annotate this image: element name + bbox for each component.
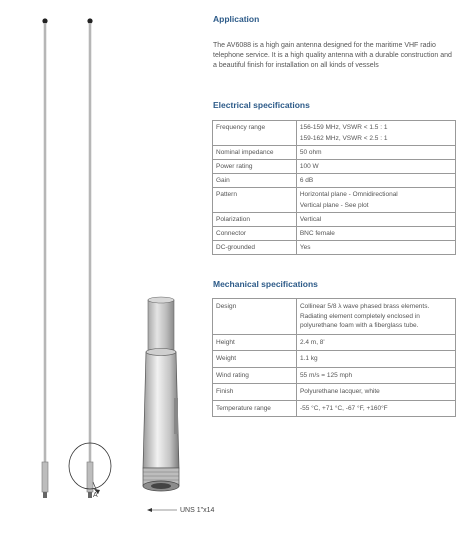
spec-label: Connector xyxy=(213,227,297,241)
spec-value: 100 W xyxy=(296,160,455,174)
application-text: The AV6088 is a high gain antenna designed for the maritime VHF radio telephone service. It is a high quality antenna with a durable construction and a beautiful finish for installation on all kinds of vessels xyxy=(213,42,452,69)
detail-label: A xyxy=(93,492,98,499)
spec-label: Finish xyxy=(213,384,297,401)
spec-row xyxy=(213,174,456,188)
spec-value: Collinear 5/8 λ wave phased brass elements. Radiating element completely enclosed in polyurethane foam with a fiberglass tube. xyxy=(296,299,455,335)
spec-row xyxy=(213,121,456,146)
spec-label: Polarization xyxy=(213,213,297,227)
spec-row xyxy=(213,351,456,368)
spec-value: BNC female xyxy=(296,227,455,241)
spec-value: Polyurethane lacquer, white xyxy=(296,384,455,401)
spec-value: 2.4 m, 8' xyxy=(296,334,455,351)
application-heading: Application xyxy=(213,14,260,24)
spec-value: Vertical xyxy=(296,213,455,227)
spec-row xyxy=(213,160,456,174)
spec-row xyxy=(213,227,456,241)
spec-row xyxy=(213,188,456,213)
electrical-spec-table xyxy=(212,120,456,255)
thread-label: UNS 1"x14 xyxy=(180,507,215,514)
spec-label: Temperature range xyxy=(213,400,297,417)
spec-label: Wind rating xyxy=(213,367,297,384)
spec-value: Horizontal plane - Omnidirectional Vertical plane - See plot xyxy=(296,188,455,213)
antenna-side-view xyxy=(42,18,48,498)
spec-row xyxy=(213,299,456,335)
spec-value: 55 m/s = 125 mph xyxy=(296,367,455,384)
spec-value: Yes xyxy=(296,241,455,255)
spec-value: -55 °C, +71 °C, -67 °F, +160°F xyxy=(296,400,455,417)
spec-row xyxy=(213,146,456,160)
spec-label: Design xyxy=(213,299,297,335)
spec-value: 1.1 kg xyxy=(296,351,455,368)
antenna-angled-view xyxy=(87,18,93,498)
spec-label: DC-grounded xyxy=(213,241,297,255)
electrical-heading: Electrical specifications xyxy=(213,100,310,110)
antenna-figure xyxy=(0,0,215,537)
spec-value: 156-159 MHz, VSWR < 1.5 : 1 159-162 MHz, VSWR < 2.5 : 1 xyxy=(296,121,455,146)
mechanical-spec-table xyxy=(212,298,456,417)
spec-label: Gain xyxy=(213,174,297,188)
spec-row xyxy=(213,400,456,417)
spec-label: Power rating xyxy=(213,160,297,174)
spec-row xyxy=(213,213,456,227)
spec-label: Frequency range xyxy=(213,121,297,146)
spec-value: 50 ohm xyxy=(296,146,455,160)
spec-row xyxy=(213,241,456,255)
spec-label: Nominal impedance xyxy=(213,146,297,160)
spec-value: 6 dB xyxy=(296,174,455,188)
mount-detail xyxy=(143,297,214,514)
spec-row xyxy=(213,384,456,401)
mechanical-heading: Mechanical specifications xyxy=(213,279,318,289)
spec-row xyxy=(213,367,456,384)
spec-label: Pattern xyxy=(213,188,297,213)
spec-row xyxy=(213,334,456,351)
spec-label: Height xyxy=(213,334,297,351)
spec-label: Weight xyxy=(213,351,297,368)
